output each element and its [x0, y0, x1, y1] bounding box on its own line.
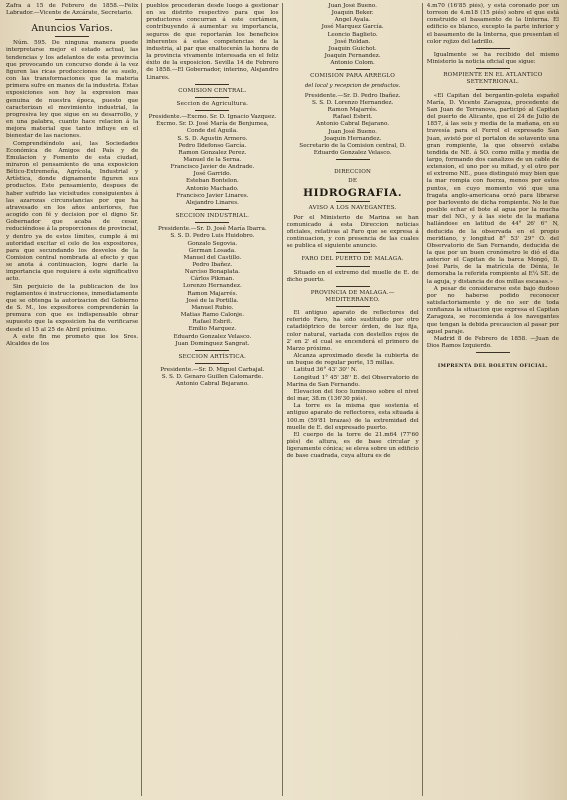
divider-rule [336, 306, 370, 307]
section-heading: HIDROGRAFIA. [303, 187, 403, 200]
paragraph: A pesar de considerarse este bajo dudoso por no haberse podido reconocer satisfactoriamente y de no ser de toda confianza la situacion que expresa el Capitan Zaragoza, se recomienda á los navegantes que tengan la debida precaucion al pasar por aquel paraje. [426, 285, 559, 335]
member-list [146, 367, 278, 388]
member-list [146, 114, 278, 207]
member-name: Emilio Marquez. [188, 326, 237, 333]
divider-rule [195, 209, 229, 210]
member-name: Presidente.—Sr. D. Miguel Carbajal. [160, 367, 265, 374]
member-name: Secretario de la Comision central, D. Eduardo Gonzalez Velasco. [299, 142, 406, 156]
section-heading: Anuncios Varios. [31, 23, 113, 35]
member-name: Rafael Esbrit. [332, 114, 373, 121]
member-name: Pedro Ildefonso García. [178, 142, 247, 149]
member-name: German Losada. [188, 247, 236, 254]
member-name: Manuel del Castillo. [183, 254, 242, 261]
divider-rule [195, 97, 229, 98]
printer-imprint: IMPRENTA DEL BOLETIN OFICIAL. [437, 363, 548, 370]
member-name: Joaquin Hernandez. [323, 135, 382, 142]
member-name: Francisco Javier de Andrade. [170, 164, 255, 171]
subsection-title: SECCION ARTÍSTICA. [178, 353, 247, 360]
divider-rule [195, 350, 229, 351]
divider-rule [336, 252, 370, 253]
member-name: Ramon Majarrés. [327, 107, 378, 114]
member-name: Ramon Gonzalez Perez. [178, 149, 247, 156]
member-name: S. S. D. Lorenzo Hernandez. [311, 99, 394, 106]
paragraph: Sin perjuicio de la publicacion de los reglamentos é instrucciones, inmediatamente que se obtenga la autorizacion del Gobierno de S. M., los expositores comprenderán la premura con que es indispensable obrar supuesto que la exposicion ha de verificarse desde el 15 al 25 de Abril próximo. [6, 283, 139, 333]
member-name: Ramon Majarrés. [187, 290, 238, 297]
member-list [146, 226, 278, 348]
member-name: Angel Ayala. [334, 17, 371, 24]
member-name: Lorenzo Hernandez. [183, 283, 242, 290]
divider-rule [336, 69, 370, 70]
subsection-title: COMISION CENTRAL. [178, 87, 247, 94]
member-name: Antonio Colom. [330, 60, 375, 67]
divider-rule [195, 363, 229, 364]
member-name: Antonio Cabral Bejarano. [316, 121, 390, 128]
member-name: Gonzalo Segovia. [187, 240, 238, 247]
paragraph: La torre es la misma que sostenia el antiguo aparato de reflectores, esta situada á 100.m (59'81 brazas) de la extremidad del muelle de E. del expresado puerto. [286, 403, 419, 431]
member-list [287, 3, 419, 67]
paragraph: Igualmente se ha recibido del mismo Ministerio la noticia oficial que sigue: [426, 51, 559, 66]
italic-subtitle: del local y recepcion de productos. [304, 82, 401, 89]
subsection-title: FARO DEL PUERTO DE MALAGA. [301, 256, 404, 263]
paragraph: Longitud 1° 45' 38'' E. del Observatorio de Marina de San Fernando. [286, 374, 419, 388]
member-name: Joaquin Beker. [331, 10, 374, 17]
paragraph: A este fin me prometo que los Sres. Alcaldes de los [6, 333, 139, 347]
divider-rule [336, 266, 370, 267]
member-name: Excmo. Sr. D. José María de Benjumea, Conde del Aguila. [156, 121, 269, 135]
member-name: S. S. D. Agustin Armero. [177, 135, 248, 142]
member-name: Alejandro Linares. [185, 199, 239, 206]
divider-rule [336, 159, 370, 160]
divider-rule [476, 352, 510, 353]
subsection-title: DE [348, 178, 358, 185]
subsection-title: AVISO A LOS NAVEGANTES. [308, 205, 397, 212]
subsection-title: DIRECCION [334, 169, 372, 176]
member-name: Francisco Javier Linares. [176, 192, 249, 199]
column-2 [146, 3, 282, 796]
subsection-title: PROVINCIA DE MALAGA.—MEDITERRANEO. [310, 289, 395, 303]
paragraph: «El Capitan del bergantin-goleta español María, D. Vicente Zaragoza, procedente de San Juan de Terranova, participó al Capitan del puerto de Alicante, que el 24 de Julio de 1857, á las seis y media de la mañana, en su travesía para el Ferrol el expresado San Juan, avistó por el portalon de sotavento una gran rompiente, la que observó estaba tendida de NE. á SO. como milla y media de largo, formando dos canalizos de un cable de extension, el uno por su mitad, y el otro por el extremo NE., pues distinguió muy bien que la mar rompia con fuerza, menos por estos puntos, en cuyo momento vió que una fragata anglo-americana orzó para librarse por barlovento de dicha rompiente. No le fue posible echar el bote al agua por la mucha mar del NO., y á las siete de la mañana hallándose en latitud de 44° 26' 6'' N, deducida de la observada en el propio meridiano, y longitud 8° 53' 29'' O. del Observatorio de San Fernando, deducida de la que por un buen cronómetro le dió el dia anterior el Capitan de la barca Mongó, D. José Paris, de la matrícula de Dénia, le demoraba la referida rompiente al E¼ SE. de la aguja, y distancia de dos millas escasas.» [426, 92, 559, 285]
divider-rule [476, 68, 510, 69]
member-name: Leoncio Baglieto. [327, 31, 378, 38]
member-name: Presidente.—Excmo. Sr. D. Ignacio Vazquez. [148, 114, 277, 121]
subsection-title: COMISION PARA ARREGLO [310, 73, 396, 80]
member-name: José Roldan. [334, 38, 371, 45]
member-name: Narciso Bonaplata. [184, 269, 240, 276]
member-name: Presidente.—Sr. D. Pedro Ibañez. [304, 92, 401, 99]
paragraph: Alcanza aproximado desde la cubierta de un buque de regular porte, 15 millas. [286, 353, 419, 367]
member-name: Presidente.—Sr. D. José María Ibarra. [158, 226, 267, 233]
divider-rule [336, 201, 370, 202]
member-name: Juan Dominguez Sangrat. [175, 340, 250, 347]
member-name: Eduardo Gonzalez Velasco. [173, 333, 252, 340]
subsection-title: ROMPIENTE EN EL ATLANTICO SETENTRIONAL. [443, 72, 543, 86]
paragraph: El cuerpo de la torre de 21.m64 (77'60 piés) de altura, es de base circular y ligeramente cónica; se eleva sobre un edificio de base cuadrada, cuya altura es de [286, 431, 419, 460]
paragraph: 4.m70 (16'85 piés), y está coronado por un torreon de 4.m18 (15 piés) sobre el que está construido el basamento de la linterna. El edificio es blanco, excepto la parte inferior y el basamento de la linterna, que presentan el color rojizo del ladrillo. [426, 3, 559, 45]
member-name: Matias Ramo Calonje. [180, 312, 245, 319]
divider-rule [195, 110, 229, 111]
member-name: Juan José Bueno. [328, 3, 377, 9]
member-name: Rafael Esbrit. [192, 319, 233, 326]
subsection-title: Seccion de Agricultura. [176, 100, 249, 107]
paragraph: Zafra á 15 de Febrero de 1858.—Félix Labrador.—Vicente de Azcárate, Secretario. [6, 3, 139, 17]
paragraph: Elevacion del foco luminoso sobre el nivel del mar, 38.m (136'30 piés). [286, 388, 419, 403]
member-name: José de la Portilla. [186, 297, 239, 304]
member-name: Antonio Machado. [186, 185, 239, 192]
member-name: Joaquin Fernandez. [324, 53, 381, 60]
member-name: S. S. D. Genaro Guillen Calomarde. [161, 374, 264, 381]
paragraph: pueblos procederán desde luego á gestionar en su distrito respectivo para que los productores concurran á este certámen, contribuyendo á aumentar su importancia, seguros de que reportarán los beneficios inherentes á estas competencias de la industria, al par que enaltecerán la honra de la provincia vivamente interesada en el feliz éxito de la exposicion. Sevilla 14 de Febrero de 1858.—El Gobernador, interino, Alejandro Linares. [146, 3, 279, 81]
member-name: Antonio Cabral Bejarano. [175, 381, 249, 388]
member-name: José Marquez García. [321, 24, 384, 31]
column-1 [6, 3, 142, 796]
member-name: Manuel Rubio. [191, 304, 234, 311]
divider-rule [336, 286, 370, 287]
paragraph: Comprendiéndolo así, las Sociedades Económica de Amigos del País y de Emulacion y Fomento de esta ciudad, miraron el pensamiento de una exposicion Bético-Extremeña, Agrícola, Industrial y Artística, donde dignamente figuren sus productos. Este pensamiento, despues de haber sufrido las vicisitudes consiguientes á las azarozas circunstancias por que ha atravesado en los años anteriores, fue acogido con fé y decision por el digno Sr. Gobernador que acaba de cesar, reduciéndose á la proporciones de provincial, y dentro ya de estos límites, cumple á mi autoridad excitar el celo de los expositores, para que secundando los desvelos de la Comision central nombrada al efecto y que se anota á continuacion, logre darle la importancia que requiere á este significativo acto. [6, 140, 139, 283]
divider-rule [55, 19, 89, 20]
divider-rule [195, 222, 229, 223]
subsection-title: SECCION INDUSTRIAL. [175, 213, 250, 220]
member-name: José Garrido. [193, 171, 232, 178]
divider-rule [55, 36, 89, 37]
member-list [287, 93, 419, 157]
paragraph: Madrid 8 de Febrero de 1858. —Juan de Dios Ramos Izquierdo. [426, 335, 559, 350]
column-3 [287, 3, 423, 796]
divider-rule [195, 84, 229, 85]
member-name: Cárlos Pikman. [190, 276, 235, 283]
divider-rule [476, 89, 510, 90]
divider-rule [476, 48, 510, 49]
member-name: S. S. D. Pedro Luis Huidobro. [170, 233, 255, 240]
paragraph: Situado en el extremo del muelle de E. de dicho puerto. [286, 269, 419, 283]
member-name: Pedro Ibañez. [192, 262, 233, 268]
paragraph: Latitud 36° 43' 30'' N. [293, 367, 358, 374]
member-name: Joaquin Guichot. [328, 45, 377, 52]
member-name: Manuel de la Serna. [183, 156, 242, 163]
member-name: Juan José Bueno. [328, 128, 377, 135]
member-name: Esteban Bontelon. [185, 178, 239, 185]
column-4 [427, 3, 562, 796]
paragraph: Por el Ministerio de Marina se han comunicado á esta Direccion noticias oficiales, relativas al Faro que se expresa á continuacion, y con presencia de las cuales se publica el siguiente anuncio. [286, 214, 419, 250]
paragraph: Núm. 595. De ninguna manera puede interpretarse mejor el estado actual, las tendencias y los adelantos de esta provincia que provocando un concurso donde á la vez figuren las ricas producciones de su suelo, con las transformaciones que la materia primera sufre en manos de la industria. Estas exposiciones son hoy la expresion mas genuina de nuestra época, puesto que caracterizan el movimiento industrial, la progresiva ley que sigue en su desarrollo, y en una palabra, cuanto hace relacion á la mejora material que tanto influye en el bienestar de las naciones. [6, 40, 139, 140]
paragraph: El antiguo aparato de reflectores del referido Faro, ha sido sustituido por otro catadióptrico de tercer órden, de luz fija, color natural, variada con destellos rojos de 2' en 2' el cual se encenderá el primero de Marzo próximo. [286, 310, 419, 352]
spacer [287, 163, 419, 167]
